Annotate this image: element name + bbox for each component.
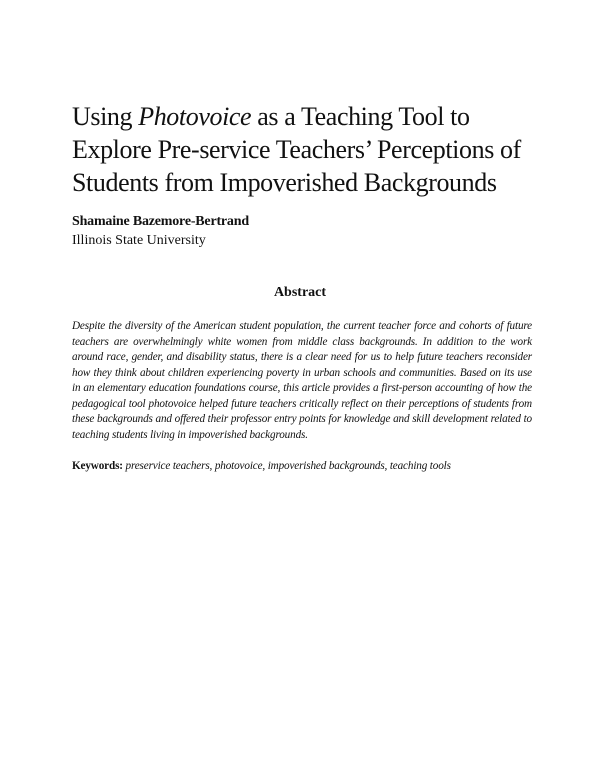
keywords-list: preservice teachers, photovoice, impoverished backgrounds, teaching tools bbox=[122, 460, 451, 472]
abstract-heading: Abstract bbox=[273, 285, 327, 300]
paper-title bbox=[72, 100, 542, 199]
author-name: Shamaine Bazemore-Bertrand bbox=[72, 214, 249, 229]
title-part-2: as a Teaching Tool to Explore Pre-service Teachers’ Perceptions of Students from Impoverished Backgrounds bbox=[72, 102, 521, 197]
title-part-1: Using bbox=[72, 102, 139, 131]
title-italic-term: Photovoice bbox=[138, 102, 252, 131]
abstract-body: Despite the diversity of the American student population, the current teacher force and cohorts of future teachers are overwhelmingly white women from middle class backgrounds. In addition to the work around race, gender, and disability status, there is a clear need for us to help future teachers reconsider how they think about children experiencing poverty in urban schools and communities. Based on its use in an elementary education foundations course, this article provides a first-person accounting of how the pedagogical tool photovoice helped future teachers critically reflect on their perceptions of students from these backgrounds and offered their professor entry points for knowledge and skill development related to teaching students living in impoverished backgrounds. bbox=[72, 320, 532, 441]
keywords-line bbox=[72, 459, 532, 475]
keywords-label: Keywords: bbox=[72, 460, 123, 472]
author-affiliation: Illinois State University bbox=[72, 233, 206, 248]
